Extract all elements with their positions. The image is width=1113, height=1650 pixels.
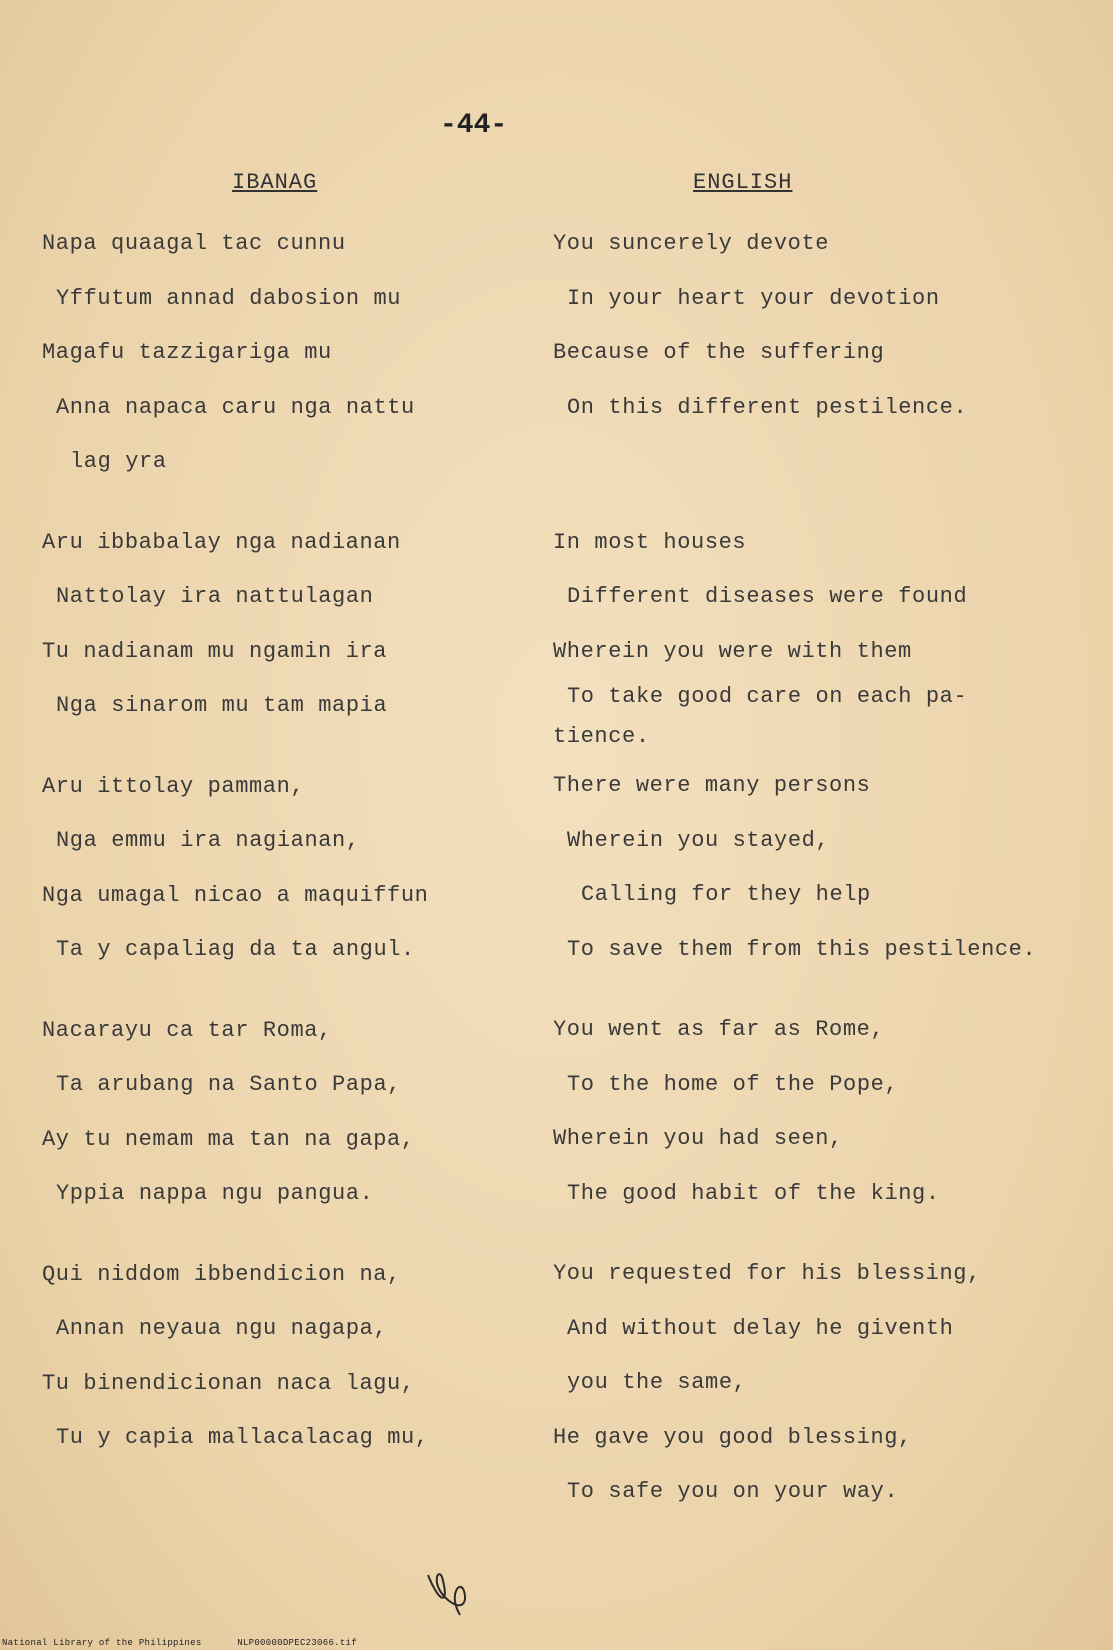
footer-library: National Library of the Philippines xyxy=(2,1638,202,1648)
english-stanza-4 xyxy=(553,1003,1108,1221)
page-number: -44- xyxy=(440,110,508,141)
english-line: He gave you good blessing, xyxy=(553,1424,912,1450)
ibanag-line: Nga umagal nicao a maquiffun xyxy=(42,882,429,908)
english-line: On this different pestilence. xyxy=(567,394,968,420)
ibanag-line: Nga emmu ira nagianan, xyxy=(56,828,360,853)
ibanag-line: Annan neyaua ngu nagapa, xyxy=(56,1316,388,1341)
english-line: Wherein you were with them xyxy=(553,638,912,664)
ibanag-line: Aru ibbabalay nga nadianan xyxy=(42,529,401,555)
ibanag-stanza-2 xyxy=(42,516,542,734)
ibanag-column xyxy=(42,170,542,1492)
english-line: Calling for they help xyxy=(581,882,871,907)
ibanag-stanza-1 xyxy=(42,217,542,490)
ibanag-line: Magafu tazzigariga mu xyxy=(42,340,332,365)
english-stanza-2 xyxy=(553,516,1108,760)
english-line: To take good care on each pa- xyxy=(567,684,968,709)
english-line: Wherein you stayed, xyxy=(567,827,830,853)
english-stanza-1 xyxy=(553,217,1108,490)
english-line: In your heart your devotion xyxy=(567,285,940,311)
english-line: You requested for his blessing, xyxy=(553,1261,981,1286)
ibanag-line: Nattolay ira nattulagan xyxy=(56,584,374,609)
english-line: To the home of the Pope, xyxy=(567,1071,899,1097)
english-line: You suncerely devote xyxy=(553,231,830,256)
english-line: tience. xyxy=(553,724,650,749)
english-stanza-5 xyxy=(553,1247,1108,1520)
footer-filename: NLP00000DPEC23066.tif xyxy=(237,1638,357,1648)
ibanag-line: lag yra xyxy=(70,449,167,474)
english-line: Different diseases were found xyxy=(567,584,968,609)
ibanag-heading: IBANAG xyxy=(232,170,318,195)
ibanag-line: Qui niddom ibbendicion na, xyxy=(42,1261,401,1287)
ibanag-line: Ta y capaliag da ta angul. xyxy=(56,937,415,962)
english-line: To save them from this pestilence. xyxy=(567,936,1037,962)
footer xyxy=(2,1638,357,1648)
english-line: Because of the suffering xyxy=(553,340,885,365)
ibanag-stanza-4 xyxy=(42,1004,542,1222)
ibanag-line: Ta arubang na Santo Papa, xyxy=(56,1072,402,1097)
ibanag-line: Anna napaca caru nga nattu xyxy=(56,394,415,420)
ibanag-line: Ay tu nemam ma tan na gapa, xyxy=(42,1126,415,1152)
ibanag-line: Tu binendicionan naca lagu, xyxy=(42,1370,415,1396)
english-stanza-3 xyxy=(553,759,1108,977)
english-line: You went as far as Rome, xyxy=(553,1017,885,1042)
english-heading: ENGLISH xyxy=(693,170,793,195)
ibanag-stanza-3 xyxy=(42,760,542,978)
ibanag-line: Yffutum annad dabosion mu xyxy=(56,285,402,311)
english-line: Wherein you had seen, xyxy=(553,1126,843,1151)
ibanag-line: Napa quaagal tac cunnu xyxy=(42,231,346,256)
ibanag-line: Tu nadianam mu ngamin ira xyxy=(42,638,388,664)
english-line: To safe you on your way. xyxy=(567,1479,899,1504)
english-line: In most houses xyxy=(553,529,747,555)
ibanag-line: Tu y capia mallacalacag mu, xyxy=(56,1425,429,1450)
english-line: There were many persons xyxy=(553,773,871,798)
ibanag-line: Nacarayu ca tar Roma, xyxy=(42,1017,332,1043)
english-line: you the same, xyxy=(567,1370,747,1395)
english-line: The good habit of the king. xyxy=(567,1180,940,1206)
handwritten-mark xyxy=(420,1565,480,1625)
english-line: And without delay he giventh xyxy=(567,1315,954,1341)
ibanag-line: Yppia nappa ngu pangua. xyxy=(56,1181,374,1206)
english-line-spacer xyxy=(553,435,1108,490)
ibanag-line: Nga sinarom mu tam mapia xyxy=(56,693,388,718)
ibanag-line: Aru ittolay pamman, xyxy=(42,773,305,799)
ibanag-stanza-5 xyxy=(42,1248,542,1466)
english-column xyxy=(553,170,1108,1546)
